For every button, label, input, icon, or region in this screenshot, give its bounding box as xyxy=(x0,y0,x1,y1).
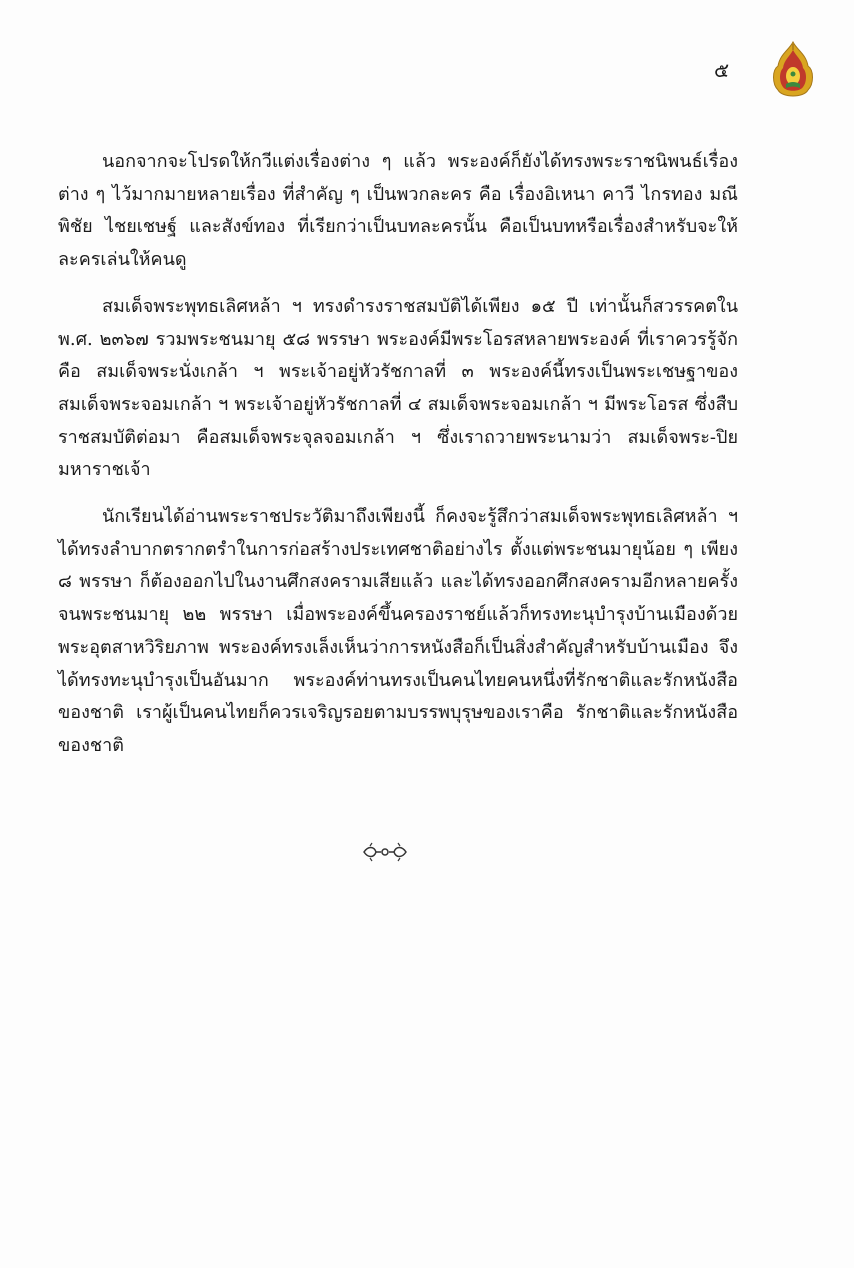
paragraph: สมเด็จพระพุทธเลิศหล้า ฯ ทรงดำรงราชสมบัติได้เพียง ๑๕ ปี เท่านั้นก็สวรรคตใน พ.ศ. ๒๓๖๗ รวมพระชนมายุ ๕๘ พรรษา พระองค์มีพระโอรสหลายพระองค์ ที่เราควรรู้จัก คือ สมเด็จพระนั่งเกล้า ฯ พระเจ้าอยู่หัวรัชกาลที่ ๓ พระองค์นี้ทรงเป็นพระเชษฐาของสมเด็จพระจอมเกล้า ฯ พระเจ้าอยู่หัวรัชกาลที่ ๔ สมเด็จพระจอมเกล้า ฯ มีพระโอรส ซึ่งสืบราชสมบัติต่อมา คือสมเด็จพระจุลจอมเกล้า ฯ ซึ่งเราถวายพระนามว่า สมเด็จพระ-ปิยมหาราชเจ้า xyxy=(58,295,738,481)
paragraph: นักเรียนได้อ่านพระราชประวัติมาถึงเพียงนี้ ก็คงจะรู้สึกว่าสมเด็จพระพุทธเลิศหล้า ฯ ได้ทรงลำบากตรากตรำในการก่อสร้างประเทศชาติอย่างไร ตั้งแต่พระชนมายุน้อย ๆ เพียง ๘ พรรษา ก็ต้องออกไปในงานศึกสงครามเสียแล้ว และได้ทรงออกศึกสงครามอีกหลายครั้ง จนพระชนมายุ ๒๒ พรรษา เมื่อพระองค์ขึ้นครองราชย์แล้วก็ทรงทะนุบำรุงบ้านเมืองด้วยพระอุตสาหวิริยภาพ พระองค์ทรงเล็งเห็นว่าการหนังสือก็เป็นสิ่งสำคัญสำหรับบ้านเมือง จึงได้ทรงทะนุบำรุงเป็นอันมาก พระองค์ท่านทรงเป็นคนไทยคนหนึ่งที่รักชาติและรักหนังสือของชาติ เราผู้เป็นคนไทยก็ควรเจริญรอยตามบรรพบุรุษของเราคือ รักชาติและรักหนังสือของชาติ xyxy=(58,506,738,756)
flourish-ornament-icon xyxy=(360,840,410,864)
page-number: ๕ xyxy=(714,58,730,82)
royal-emblem-icon xyxy=(770,40,816,102)
paragraph: นอกจากจะโปรดให้กวีแต่งเรื่องต่าง ๆ แล้ว พระองค์ก็ยังได้ทรงพระราชนิพนธ์เรื่องต่าง ๆ ไว้มากมายหลายเรื่อง ที่สำคัญ ๆ เป็นพวกละคร คือ เรื่องอิเหนา คาวี ไกรทอง มณีพิชัย ไชยเชษฐ์ และสังข์ทอง ที่เรียกว่าเป็นบทละครนั้น คือเป็นบทหรือเรื่องสำหรับจะให้ละครเล่นให้คนดู xyxy=(58,151,738,271)
body-text xyxy=(58,146,738,777)
